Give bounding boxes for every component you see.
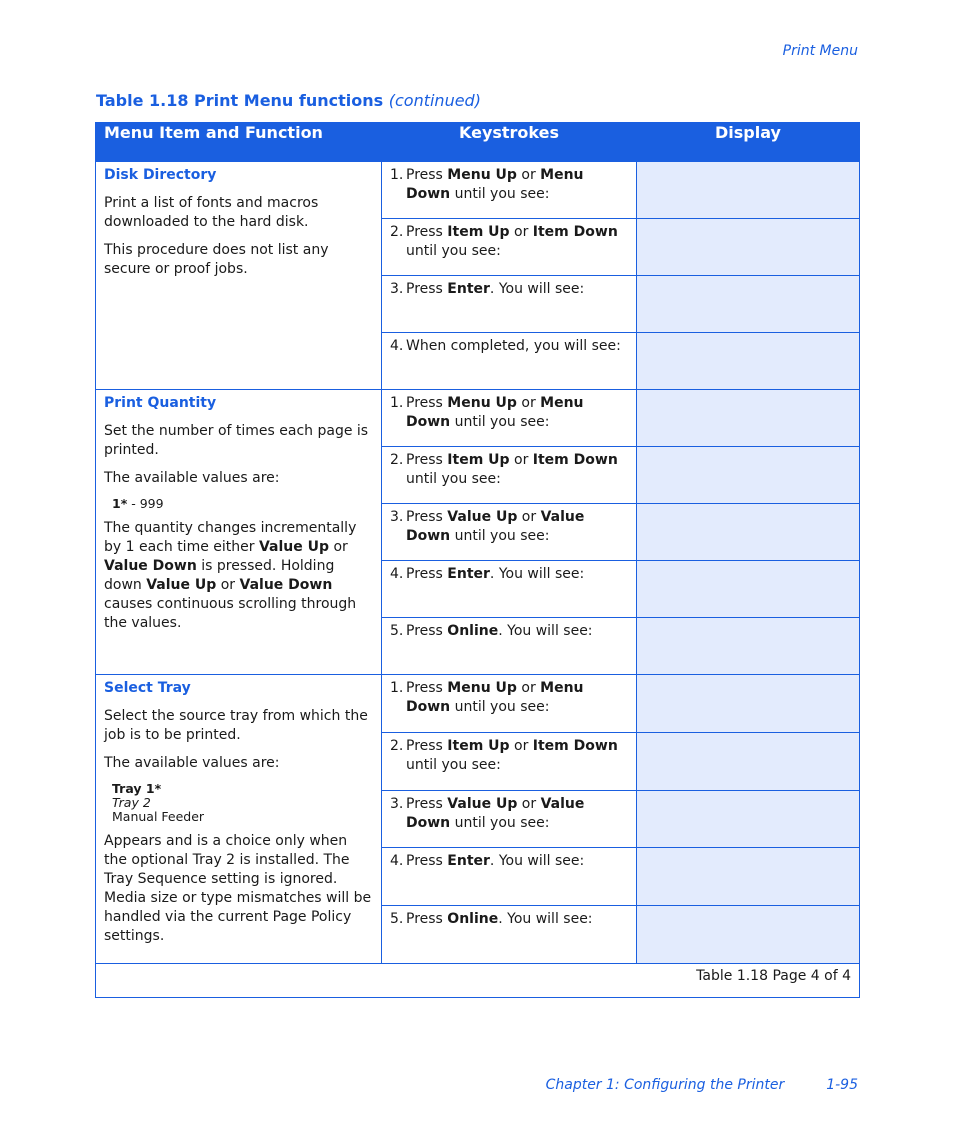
display-cell [637, 390, 860, 447]
display-cell [637, 790, 860, 848]
keystroke-step: 2. Press Item Up or Item Down until you see: [382, 447, 637, 504]
running-header: Print Menu [782, 43, 858, 59]
keystroke-step: 4. Press Enter. You will see: [382, 848, 637, 906]
keystroke-step: 4. When completed, you will see: [382, 333, 637, 390]
display-cell [637, 732, 860, 790]
select-tray-cell [96, 675, 382, 964]
select-tray-desc: Select the source tray from which the job is to be printed. [104, 708, 368, 743]
table-header-row [96, 123, 860, 162]
keystroke-step: 5. Press Online. You will see: [382, 906, 637, 964]
display-cell [637, 906, 860, 964]
print-quantity-title: Print Quantity [104, 395, 217, 411]
display-cell [637, 618, 860, 675]
column-header-function: Menu Item and Function [96, 123, 382, 162]
keystroke-step: 2. Press Item Up or Item Down until you see: [382, 732, 637, 790]
disk-directory-desc: Print a list of fonts and macros downloaded to the hard disk. [104, 195, 319, 230]
table-caption [96, 91, 481, 110]
select-tray-values-label: The available values are: [104, 755, 280, 771]
keystroke-step: 3. Press Enter. You will see: [382, 276, 637, 333]
keystroke-step: 2. Press Item Up or Item Down until you see: [382, 219, 637, 276]
display-cell [637, 447, 860, 504]
print-quantity-note: The quantity changes incrementally by 1 each time either Value Up or Value Down is pressed. Holding down Value Up or Value Down causes continuous scrolling through the values. [104, 520, 357, 631]
keystroke-step: 3. Press Value Up or Value Down until you see: [382, 790, 637, 848]
table-footer-row [96, 964, 860, 998]
disk-directory-title: Disk Directory [104, 167, 217, 183]
table-row [96, 675, 860, 733]
keystroke-step: 1. Press Menu Up or Menu Down until you see: [382, 390, 637, 447]
page-number: 1-95 [826, 1077, 858, 1093]
display-cell [637, 504, 860, 561]
display-cell [637, 276, 860, 333]
disk-directory-note: This procedure does not list any secure or proof jobs. [104, 242, 329, 277]
display-cell [637, 675, 860, 733]
tray-value-1: Tray 1* [112, 781, 162, 796]
display-cell [637, 219, 860, 276]
table-page-indicator: Table 1.18 Page 4 of 4 [96, 964, 860, 998]
select-tray-values [104, 782, 373, 824]
display-cell [637, 848, 860, 906]
table-row [96, 390, 860, 447]
page-footer [546, 1077, 858, 1093]
print-quantity-values: 1* - 999 [112, 496, 164, 511]
keystroke-step: 4. Press Enter. You will see: [382, 561, 637, 618]
select-tray-title: Select Tray [104, 680, 191, 696]
print-quantity-cell [96, 390, 382, 675]
print-quantity-values-label: The available values are: [104, 470, 280, 486]
display-cell [637, 333, 860, 390]
display-cell [637, 561, 860, 618]
tray-value-2: Tray 2 [112, 795, 151, 810]
table-row [96, 162, 860, 219]
tray-value-3: Manual Feeder [112, 809, 205, 824]
print-quantity-desc: Set the number of times each page is printed. [104, 423, 369, 458]
keystroke-step: 1. Press Menu Up or Menu Down until you see: [382, 675, 637, 733]
column-header-display: Display [637, 123, 860, 162]
caption-title: Table 1.18 Print Menu functions [96, 91, 384, 110]
chapter-title: Chapter 1: Configuring the Printer [545, 1077, 785, 1093]
keystroke-step: 5. Press Online. You will see: [382, 618, 637, 675]
column-header-keystrokes: Keystrokes [382, 123, 637, 162]
disk-directory-cell [96, 162, 382, 390]
select-tray-note: Appears and is a choice only when the optional Tray 2 is installed. The Tray Sequence setting is ignored. Media size or type mismatches will be handled via the current Page Policy settings. [104, 833, 372, 944]
keystroke-step: 3. Press Value Up or Value Down until you see: [382, 504, 637, 561]
caption-continued: (continued) [388, 91, 481, 110]
keystroke-step: 1. Press Menu Up or Menu Down until you see: [382, 162, 637, 219]
display-cell [637, 162, 860, 219]
print-menu-table [95, 122, 860, 998]
